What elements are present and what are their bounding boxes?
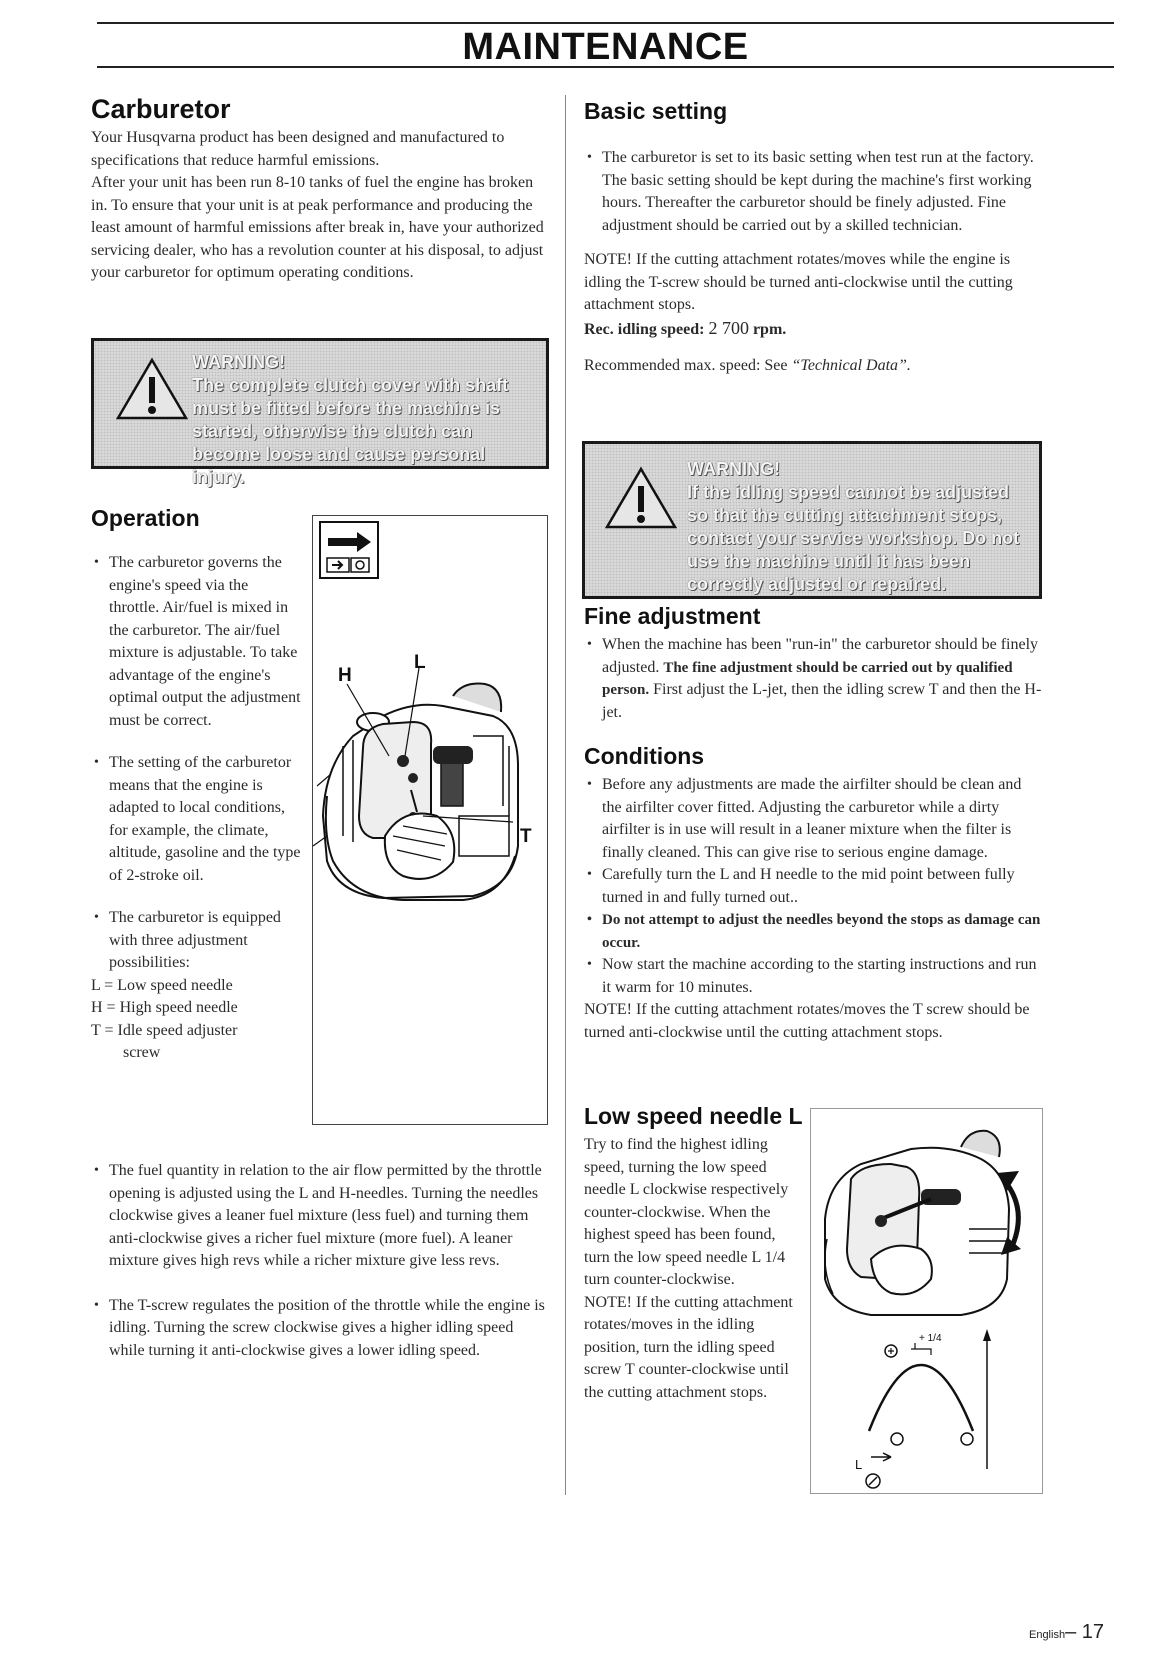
warning-box-clutch xyxy=(91,338,549,487)
low-speed-section xyxy=(584,1103,803,1404)
fine-adjustment-bullet xyxy=(584,634,1044,724)
legend-t: T = Idle speed adjuster xyxy=(91,1021,238,1039)
conditions-bullet-start: • Now start the machine according to the starting instructions and run it warm for 10 minutes. xyxy=(584,954,1044,999)
rec-idle-value: 2 700 xyxy=(708,317,749,338)
operation-bullet-tscrew: • The T-screw regulates the position of the throttle while the engine is idling. Turning the screw clockwise gives a higher idling speed while turning it anti-clockwise gives a lower idling speed. xyxy=(91,1295,549,1363)
warning-box-idling xyxy=(582,441,1042,599)
carburetor-section xyxy=(91,94,549,285)
header-rule-top xyxy=(97,22,1114,24)
low-speed-figure xyxy=(810,1108,1043,1494)
rec-max-ref: “Technical Data”. xyxy=(791,357,911,374)
operation-section xyxy=(91,505,301,1065)
warning-triangle-icon xyxy=(116,357,188,421)
carburetor-break-in: After your unit has been run 8-10 tanks of fuel the engine has broken in. To ensure that your unit is at peak performance and producing the least amount of harmful emissions after break in, have your authorized servicing dealer, who has a revolution counter at his disposal, to adjust your carburetor for optimum operating conditions. xyxy=(91,174,544,281)
fine-text-b: First adjust the L-jet, then the idling screw T and then the H-jet. xyxy=(602,681,1042,721)
conditions-section xyxy=(584,743,1044,1044)
carburetor-figure xyxy=(312,515,548,1125)
low-speed-note: NOTE! If the cutting attachment rotates/moves in the idling position, turn the idling speed screw T counter-clockwise until the cutting attachment stops. xyxy=(584,1293,793,1401)
figure-label-l: L xyxy=(414,652,426,673)
basic-setting-note: NOTE! If the cutting attachment rotates/moves while the engine is idling the T-screw should be turned anti-clockwise until the cutting attachment stops. xyxy=(584,251,1013,313)
operation-bullet-governs: • The carburetor governs the engine's speed via the throttle. Air/fuel is mixed in the carburetor. The air/fuel mixture is adjustable. To take advantage of the engine's optimal output the adjustment must be correct. xyxy=(91,552,301,732)
basic-setting-bullet: • The carburetor is set to its basic setting when test run at the factory. The basic setting should be kept during the machine's first working hours. Thereafter the carburetor should be finely adjusted. Fine adjustment should be carried out by a skilled technician. xyxy=(584,147,1044,237)
conditions-heading: Conditions xyxy=(584,743,705,769)
conditions-bullet-stops: • Do not attempt to adjust the needles beyond the stops as damage can occur. xyxy=(584,909,1044,954)
rec-idle-label: Rec. idling speed: xyxy=(584,320,705,338)
header-rule-bottom xyxy=(97,66,1114,68)
low-speed-text: Try to find the highest idling speed, turning the low speed needle L clockwise respectively counter-clockwise. When the highest speed has been found, turn the low speed needle L 1/4 turn counter-clockwise. xyxy=(584,1136,789,1288)
basic-setting-section xyxy=(584,98,1044,378)
conditions-bullet-midpoint: • Carefully turn the L and H needle to the mid point between fully turned in and fully turned out.. xyxy=(584,864,1044,909)
dial-label-l: L xyxy=(855,1457,863,1472)
warning-text: If the idling speed cannot be adjusted so that the cutting attachment stops, contact your service workshop. Do not use the machine until it has been correctly adjusted or repaired. xyxy=(687,482,1020,594)
fine-adjustment-section xyxy=(584,603,1044,724)
conditions-bullet-airfilter: • Before any adjustments are made the airfilter should be clean and the airfilter cover fitted. Adjusting the carburetor while a dirty airfilter is in use will result in a leaner mixture when the filter is finally cleaned. This can give rise to serious engine damage. xyxy=(584,774,1044,864)
operation-bullet-setting: • The setting of the carburetor means that the engine is adapted to local conditions, for example, the climate, altitude, gasoline and the type of 2-stroke oil. xyxy=(91,752,301,887)
rec-idle-unit: rpm. xyxy=(752,320,787,338)
low-speed-heading: Low speed needle L xyxy=(584,1103,803,1129)
page-title: MAINTENANCE xyxy=(462,26,749,68)
carburetor-illustration xyxy=(313,516,547,1124)
conditions-note: NOTE! If the cutting attachment rotates/moves the T screw should be turned anti-clockwise until the cutting attachment stops. xyxy=(584,1001,1030,1041)
footer-language: English xyxy=(1028,1629,1066,1641)
fine-text-a: When the machine has been "run-in" the carburetor should be finely adjusted. xyxy=(602,636,1039,676)
legend-t-cont: screw xyxy=(123,1044,161,1061)
operation-heading: Operation xyxy=(91,505,200,531)
operation-bullet-three: • The carburetor is equipped with three adjustment possibilities: xyxy=(91,907,301,975)
legend-l: L = Low speed needle xyxy=(91,976,233,994)
rec-max-label: Recommended max. speed: See xyxy=(584,357,788,374)
legend-h: H = High speed needle xyxy=(91,999,238,1016)
fine-adjustment-heading: Fine adjustment xyxy=(584,603,761,629)
page-number: – 17 xyxy=(1065,1621,1104,1643)
carburetor-intro: Your Husqvarna product has been designed and manufactured to specifications that reduce harmful emissions. xyxy=(91,129,505,169)
rec-idling-speed xyxy=(584,317,1044,342)
carburetor-heading: Carburetor xyxy=(91,94,231,124)
warning-label: WARNING! xyxy=(687,459,780,479)
rec-max-speed xyxy=(584,355,1044,378)
operation-bullet-fuel: • The fuel quantity in relation to the air flow permitted by the throttle opening is adjusted using the L and H-needles. Turning the needles clockwise gives a leaner fuel mixture (less fuel) and turning them anti-clockwise gives a richer fuel mixture (more fuel). A leaner mixture gives high revs while a richer mixture give less revs. xyxy=(91,1160,549,1273)
operation-section-cont xyxy=(91,1160,549,1362)
basic-setting-heading: Basic setting xyxy=(584,98,728,124)
column-divider xyxy=(565,95,566,1495)
fine-text-bold: The fine adjustment should be carried out by qualified person. xyxy=(602,659,1013,698)
figure-label-h: H xyxy=(338,665,352,686)
quarter-turn-label: + 1/4 xyxy=(919,1333,942,1344)
warning-label: WARNING! xyxy=(192,352,285,372)
page-footer xyxy=(1029,1621,1104,1644)
warning-triangle-icon xyxy=(605,466,677,530)
figure-label-t: T xyxy=(520,826,532,847)
warning-text: The complete clutch cover with shaft must be fitted before the machine is started, otherwise the clutch can become loose and cause personal injury. xyxy=(192,375,509,487)
low-speed-illustration xyxy=(811,1109,1042,1493)
